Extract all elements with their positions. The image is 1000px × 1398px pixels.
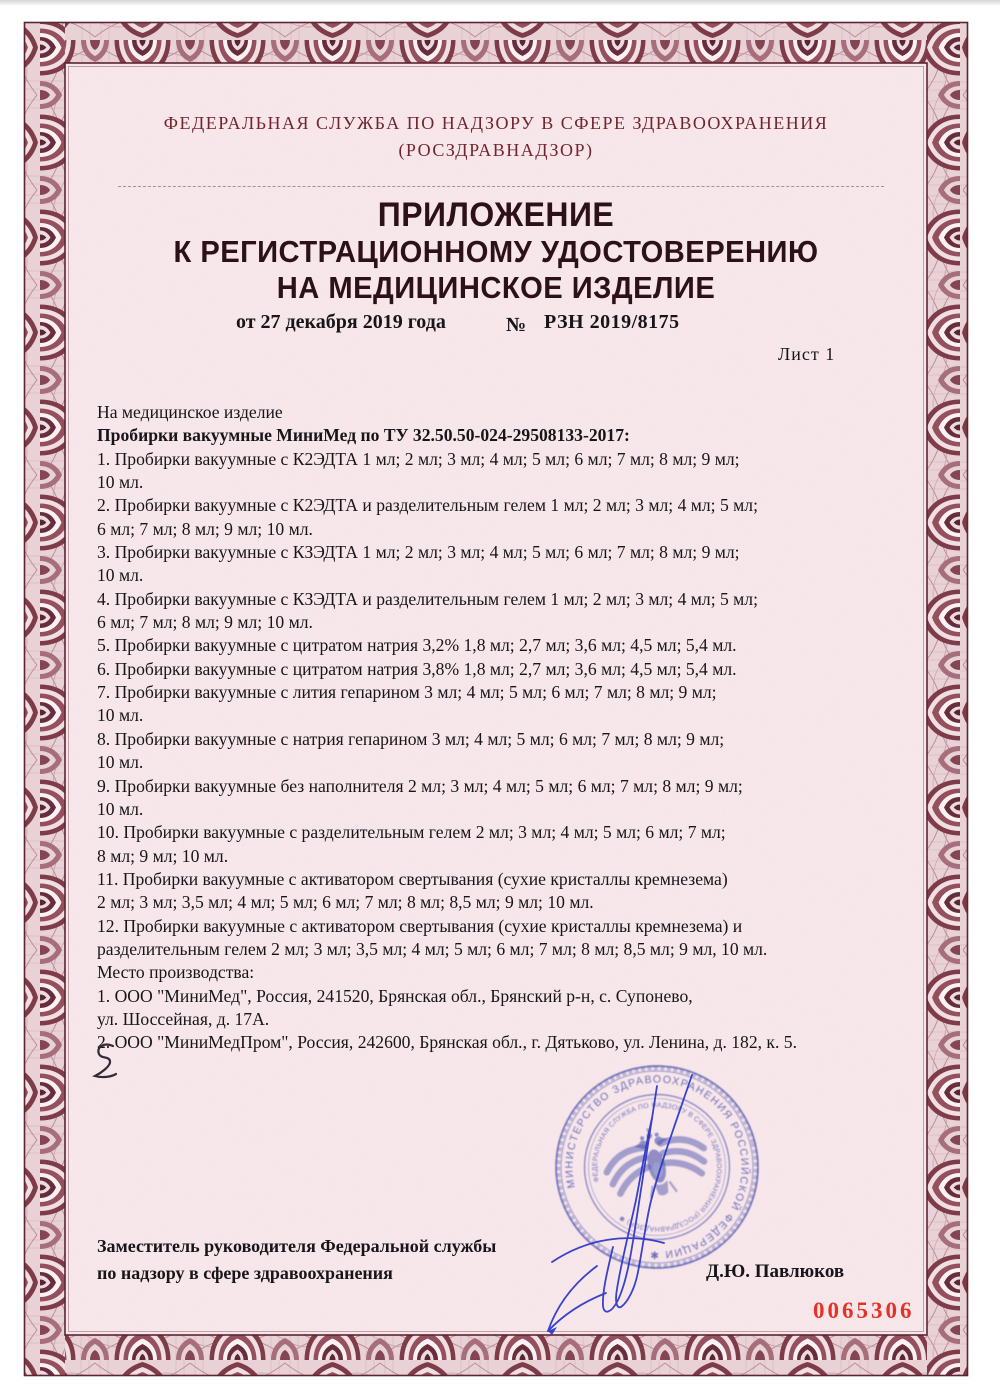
doc-title-line-3: НА МЕДИЦИНСКОЕ ИЗДЕЛИЕ <box>276 270 716 305</box>
body-line: 12. Пробирки вакуумные с активатором свертывания (сухие кристаллы кремнезема) и <box>97 915 743 936</box>
doc-title-line-1: ПРИЛОЖЕНИЕ <box>377 196 615 234</box>
body-line: 10 мл. <box>97 565 144 586</box>
handwritten-mark <box>95 1045 116 1077</box>
official-stamp <box>535 1045 780 1290</box>
doc-number: РЗН 2019/8175 <box>544 311 680 333</box>
body-line: 6. Пробирки вакуумные с цитратом натрия 3,8% 1,8 мл; 2,7 мл; 3,6 мл; 4,5 мл; 5,4 мл. <box>97 658 737 679</box>
body-line: 11. Пробирки вакуумные с активатором свертывания (сухие кристаллы кремнезема) <box>97 868 728 889</box>
body-line: Место производства: <box>97 962 255 983</box>
body-line: 6 мл; 7 мл; 8 мл; 9 мл; 10 мл. <box>97 612 313 633</box>
number-sign: № <box>506 314 527 336</box>
org-name-line: ФЕДЕРАЛЬНАЯ СЛУЖБА ПО НАДЗОРУ В СФЕРЕ ЗДРАВООХРАНЕНИЯ <box>163 113 829 133</box>
double-headed-eagle-icon <box>599 1117 712 1207</box>
serial-number: 0065306 <box>813 1298 915 1323</box>
product-title: Пробирки вакуумные МиниМед по ТУ 32.50.50-024-29508133-2017: <box>97 425 630 446</box>
body-line: 4. Пробирки вакуумные с КЗЭДТА и разделительным гелем 1 мл; 2 мл; 3 мл; 4 мл; 5 мл; <box>97 588 758 609</box>
body-line: разделительным гелем 2 мл; 3 мл; 3,5 мл; 4 мл; 5 мл; 6 мл; 7 мл; 8 мл; 8,5 мл; 9 мл, 10 мл. <box>97 938 768 959</box>
body-line: 8 мл; 9 мл; 10 мл. <box>97 845 229 866</box>
signer-name: Д.Ю. Павлюков <box>706 1261 845 1282</box>
body-line: ул. Шоссейная, д. 17А. <box>97 1008 270 1029</box>
body-line: 2. ООО "МиниМедПром", Россия, 242600, Брянская обл., г. Дятьково, ул. Ленина, д. 182, к. 5. <box>97 1032 797 1053</box>
body-line: 7. Пробирки вакуумные с лития гепарином 3 мл; 4 мл; 5 мл; 6 мл; 7 мл; 8 мл; 9 мл; <box>97 682 717 703</box>
doc-title-line-2: К РЕГИСТРАЦИОННОМУ УДОСТОВЕРЕНИЮ <box>173 234 819 269</box>
body-line: 8. Пробирки вакуумные с натрия гепарином 3 мл; 4 мл; 5 мл; 6 мл; 7 мл; 8 мл; 9 мл; <box>97 728 725 749</box>
signer-position-line-1: Заместитель руководителя Федеральной службы <box>97 1236 497 1256</box>
body-line: 2. Пробирки вакуумные с К2ЭДТА и разделительным гелем 1 мл; 2 мл; 3 мл; 4 мл; 5 мл; <box>97 495 758 516</box>
body-line: 5. Пробирки вакуумные с цитратом натрия 3,2% 1,8 мл; 2,7 мл; 3,6 мл; 4,5 мл; 5,4 мл. <box>97 635 737 656</box>
body-intro: На медицинское изделие <box>97 402 283 422</box>
body-line: 10 мл. <box>97 798 144 819</box>
org-short-name: (РОСЗДРАВНАДЗОР) <box>398 140 594 160</box>
body-line: 6 мл; 7 мл; 8 мл; 9 мл; 10 мл. <box>97 518 313 539</box>
signer-position-line-2: по надзору в сфере здравоохранения <box>97 1263 393 1283</box>
sheet-label: Лист 1 <box>778 344 836 364</box>
body-line: 10 мл. <box>97 705 144 726</box>
doc-date: от 27 декабря 2019 года <box>236 311 446 333</box>
body-line: 10 мл. <box>97 472 144 493</box>
body-line: 1. ООО "МиниМед", Россия, 241520, Брянская обл., Брянский р-н, с. Супонево, <box>97 985 693 1006</box>
stamp-inner-text: ФЕДЕРАЛЬНАЯ СЛУЖБА ПО НАДЗОРУ В СФЕРЕ ЗДРАВООХРАНЕНИЯ (РОСЗДРАВНАДЗОР) ✱ <box>591 1101 723 1233</box>
body-line: 3. Пробирки вакуумные с КЗЭДТА 1 мл; 2 мл; 3 мл; 4 мл; 5 мл; 6 мл; 7 мл; 8 мл; 9 мл; <box>97 542 740 563</box>
body-line: 9. Пробирки вакуумные без наполнителя 2 мл; 3 мл; 4 мл; 5 мл; 6 мл; 7 мл; 8 мл; 9 мл; <box>97 775 743 796</box>
stamp-outer-text: МИНИСТЕРСТВО ЗДРАВООХРАНЕНИЯ РОССИЙСКОЙ ФЕДЕРАЦИИ ✱ <box>563 1073 751 1261</box>
body-line: 10. Пробирки вакуумные с разделительным гелем 2 мл; 3 мл; 4 мл; 5 мл; 6 мл; 7 мл; <box>97 822 726 843</box>
body-line: 2 мл; 3 мл; 3,5 мл; 4 мл; 5 мл; 6 мл; 7 мл; 8 мл; 8,5 мл; 9 мл; 10 мл. <box>97 892 594 913</box>
body-line: 10 мл. <box>97 752 144 773</box>
body-line: 1. Пробирки вакуумные с К2ЭДТА 1 мл; 2 мл; 3 мл; 4 мл; 5 мл; 6 мл; 7 мл; 8 мл; 9 мл; <box>97 448 740 469</box>
